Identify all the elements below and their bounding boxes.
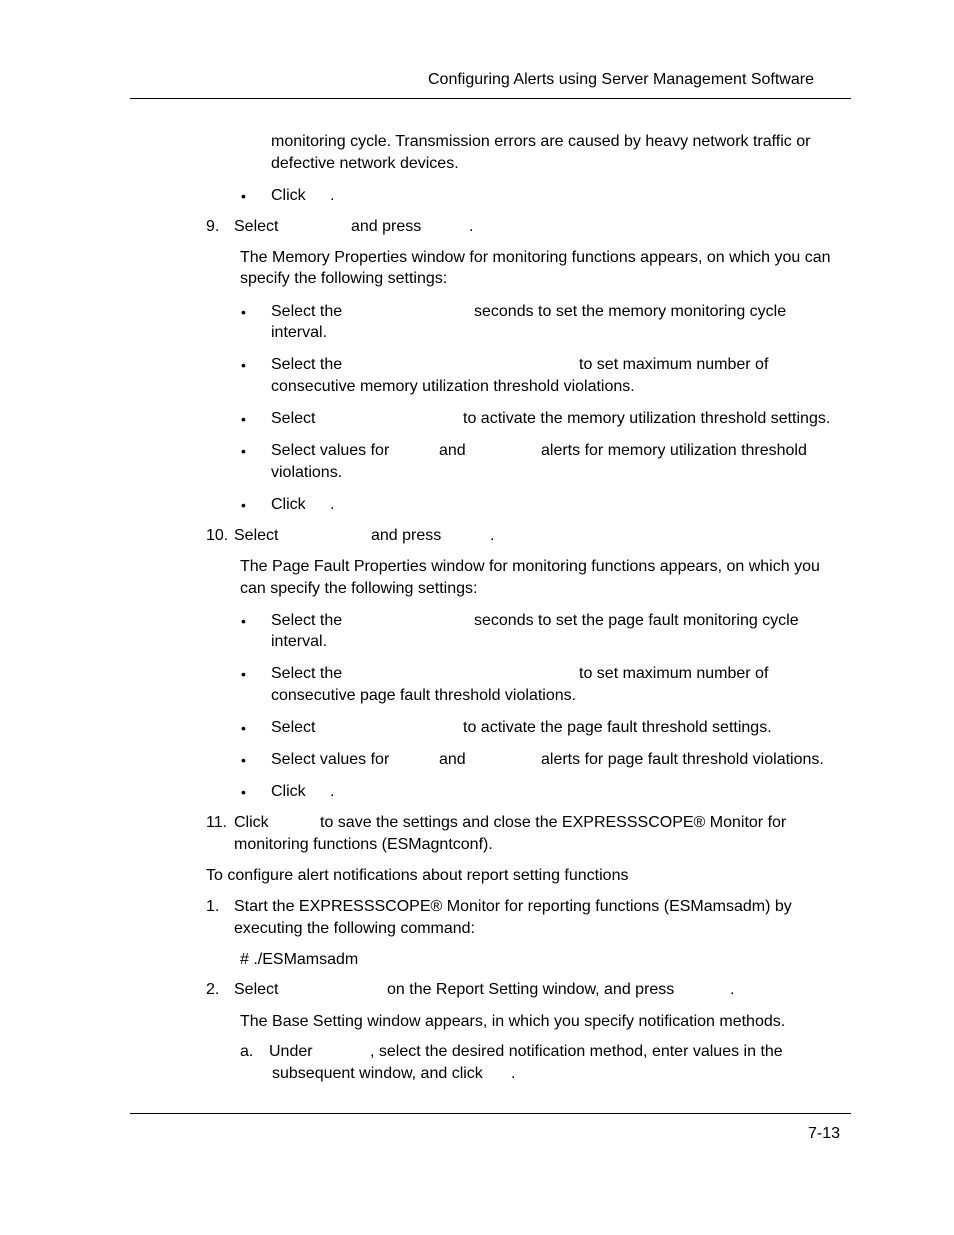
- text-line: defective network devices.: [271, 155, 459, 172]
- text-line: .: [330, 783, 335, 800]
- bullet: •: [241, 304, 246, 320]
- text-line: Select the: [271, 665, 343, 682]
- step-number: 1.: [206, 898, 220, 915]
- step-number: 11.: [206, 814, 228, 831]
- text-line: Click: [234, 814, 269, 831]
- text-line: subsequent window, and click: [272, 1065, 483, 1082]
- text-line: to set maximum number of: [579, 356, 769, 373]
- text-line: Select values for: [271, 751, 390, 768]
- text-line: can specify the following settings:: [240, 580, 478, 597]
- bullet: •: [241, 497, 246, 513]
- running-header: Configuring Alerts using Server Management Software: [428, 71, 814, 88]
- bullet: •: [241, 411, 246, 427]
- text-line: alerts for page fault threshold violations.: [541, 751, 824, 768]
- text-line: to activate the page fault threshold settings.: [463, 719, 772, 736]
- step-number: 9.: [206, 218, 220, 235]
- text-line: .: [330, 187, 335, 204]
- text-line: consecutive page fault threshold violations.: [271, 687, 577, 704]
- text-line: violations.: [271, 464, 343, 481]
- header-rule: [130, 98, 851, 99]
- text-line: , select the desired notification method, enter values in the: [370, 1043, 783, 1060]
- text-line: The Base Setting window appears, in which you specify notification methods.: [240, 1013, 786, 1030]
- text-line: Select: [234, 981, 279, 998]
- text-line: Click: [271, 783, 306, 800]
- bullet: •: [241, 357, 246, 373]
- text-line: to save the settings and close the EXPRESSSCOPE® Monitor for: [320, 814, 787, 831]
- text-line: monitoring functions (ESMagntconf).: [234, 836, 493, 853]
- text-line: .: [469, 218, 474, 235]
- text-line: executing the following command:: [234, 920, 476, 937]
- text-line: The Memory Properties window for monitoring functions appears, on which you can: [240, 249, 831, 266]
- text-line: Select the: [271, 356, 343, 373]
- text-line: Select values for: [271, 442, 390, 459]
- text-line: .: [330, 496, 335, 513]
- bullet: •: [241, 666, 246, 682]
- text-line: .: [730, 981, 735, 998]
- text-line: Select: [234, 218, 279, 235]
- bullet: •: [241, 720, 246, 736]
- text-line: seconds to set the memory monitoring cycle: [474, 303, 787, 320]
- text-line: monitoring cycle. Transmission errors are caused by heavy network traffic or: [271, 133, 811, 150]
- text-line: Select: [271, 719, 316, 736]
- text-line: Select the: [271, 303, 343, 320]
- text-line: interval.: [271, 633, 328, 650]
- bullet: •: [241, 443, 246, 459]
- text-line: .: [490, 527, 495, 544]
- substep-letter: a.: [240, 1043, 254, 1060]
- command-line: # ./ESMamsadm: [240, 951, 359, 968]
- text-line: Click: [271, 187, 306, 204]
- step-number: 10.: [206, 527, 229, 544]
- bullet: •: [241, 784, 246, 800]
- text-line: The Page Fault Properties window for monitoring functions appears, on which you: [240, 558, 820, 575]
- text-line: and: [439, 442, 466, 459]
- text-line: Select the: [271, 612, 343, 629]
- text-line: and press: [351, 218, 422, 235]
- text-line: Click: [271, 496, 306, 513]
- page-number: 7-13: [808, 1125, 841, 1142]
- text-line: Under: [269, 1043, 313, 1060]
- text-line: to set maximum number of: [579, 665, 769, 682]
- text-line: on the Report Setting window, and press: [387, 981, 675, 998]
- text-line: Select: [271, 410, 316, 427]
- text-line: Select: [234, 527, 279, 544]
- text-line: interval.: [271, 324, 328, 341]
- text-line: and: [439, 751, 466, 768]
- text-line: .: [511, 1065, 516, 1082]
- footer-rule: [130, 1113, 851, 1114]
- bullet: •: [241, 752, 246, 768]
- step-number: 2.: [206, 981, 220, 998]
- text-line: to activate the memory utilization threshold settings.: [463, 410, 831, 427]
- bullet: •: [241, 188, 246, 204]
- text-line: specify the following settings:: [240, 270, 448, 287]
- section-heading: To configure alert notifications about report setting functions: [206, 867, 629, 884]
- text-line: and press: [371, 527, 442, 544]
- text-line: seconds to set the page fault monitoring cycle: [474, 612, 799, 629]
- text-line: alerts for memory utilization threshold: [541, 442, 807, 459]
- text-line: Start the EXPRESSSCOPE® Monitor for reporting functions (ESMamsadm) by: [234, 898, 792, 915]
- text-line: consecutive memory utilization threshold violations.: [271, 378, 635, 395]
- bullet: •: [241, 613, 246, 629]
